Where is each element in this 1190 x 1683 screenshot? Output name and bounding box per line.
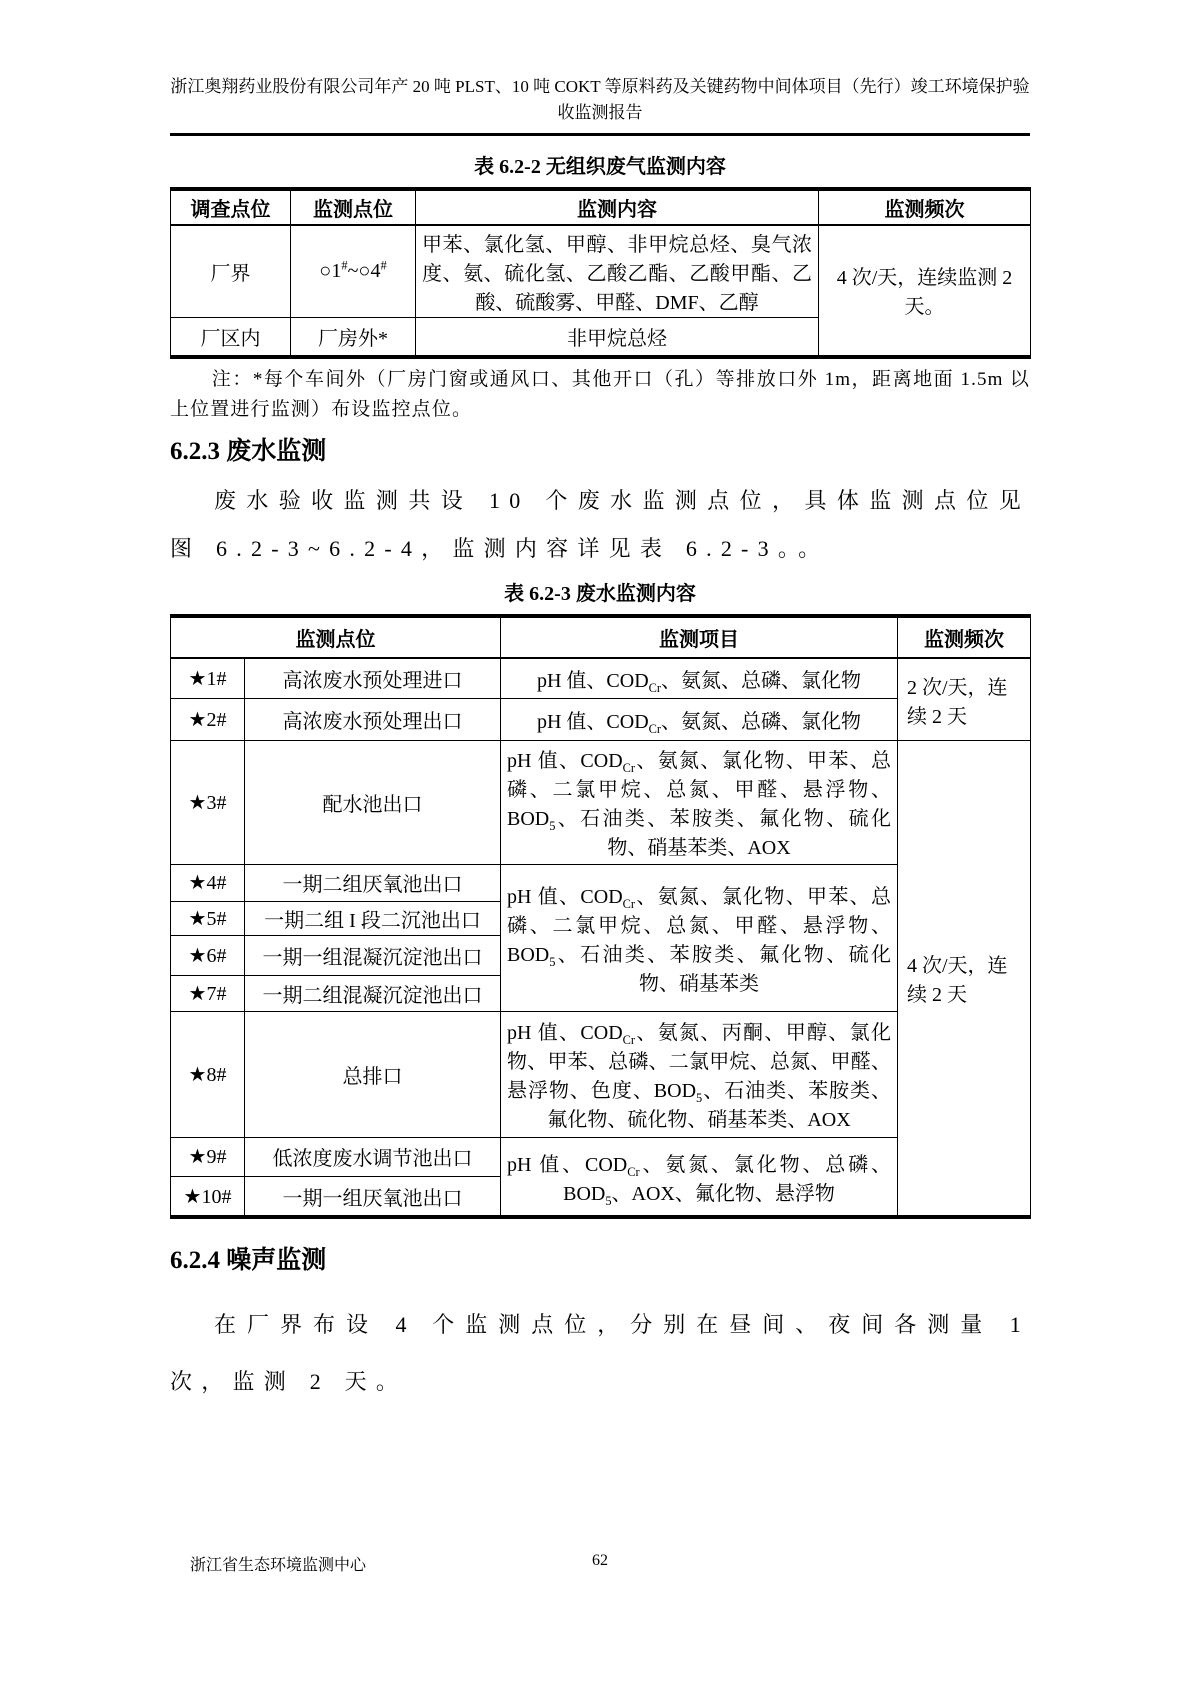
section-heading-6-2-4: 6.2.4 噪声监测 — [170, 1247, 327, 1275]
section-6-2-4-paragraph: 在厂界布设 4 个监测点位，分别在昼间、夜间各测量 1 次，监测 2 天。 — [170, 1311, 1030, 1395]
items-cell: pH 值、$COD_{Cr}$、氨氮、氯化物、甲苯、总磷、二氯甲烷、总氮、甲醛、悬浮物、$BOD_5$、石油类、苯胺类、氟化物、硫化物、硝基苯类、AOX — [501, 740, 898, 864]
frequency-cell: 2 次/天，连续 2 天 — [898, 658, 1031, 740]
col-header-monitor-point: 监测点位 — [291, 189, 416, 225]
point-name-cell: 一期二组厌氧池出口 — [245, 864, 501, 901]
frequency-cell: 4 次/天，连续 2 天 — [898, 740, 1031, 1217]
col-header-frequency: 监测频次 — [898, 616, 1031, 658]
survey-point-cell: 厂界 — [171, 225, 291, 318]
section-heading-6-2-3: 6.2.3 废水监测 — [170, 438, 327, 466]
monitor-point-cell: 厂房外* — [291, 317, 416, 357]
section-6-2-3-paragraph: 废水验收监测共设 10 个废水监测点位，具体监测点位见图 6.2-3~6.2-4，监测内容详见表 6.2-3。。 — [170, 487, 1030, 561]
table-row — [171, 225, 1031, 318]
report-header — [170, 74, 1030, 136]
table-row — [171, 658, 1031, 698]
point-name-cell: 高浓废水预处理出口 — [245, 698, 501, 740]
point-id-cell: ★7# — [171, 975, 245, 1011]
col-header-frequency: 监测频次 — [819, 189, 1031, 225]
point-id-cell: ★9# — [171, 1137, 245, 1176]
page-content — [170, 0, 1030, 1410]
table-6-2-2-note: 注：*每个车间外（厂房门窗或通风口、其他开口（孔）等排放口外 1m，距离地面 1.5m 以上位置进行监测）布设监控点位。 — [170, 369, 1030, 420]
table-row — [171, 740, 1031, 864]
point-name-cell: 配水池出口 — [245, 740, 501, 864]
monitor-content-cell: 非甲烷总烃 — [416, 317, 819, 357]
monitor-point-cell: ○1#~○4# — [291, 225, 416, 318]
point-id-cell: ★10# — [171, 1176, 245, 1217]
items-cell: pH 值、$COD_{Cr}$、氨氮、氯化物、甲苯、总磷、二氯甲烷、总氮、甲醛、悬浮物、$BOD_5$、石油类、苯胺类、氟化物、硫化物、硝基苯类 — [501, 864, 898, 1011]
items-cell: pH 值、$COD_{Cr}$、氨氮、氯化物、总磷、$BOD_5$、AOX、氟化物、悬浮物 — [501, 1137, 898, 1217]
frequency-cell: 4 次/天，连续监测 2 天。 — [819, 225, 1031, 358]
items-cell: pH 值、$COD_{Cr}$、氨氮、丙酮、甲醇、氯化物、甲苯、总磷、二氯甲烷、总氮、甲醛、悬浮物、色度、$BOD_5$、石油类、苯胺类、氟化物、硫化物、硝基苯类、AOX — [501, 1011, 898, 1137]
survey-point-cell: 厂区内 — [171, 317, 291, 357]
point-name-cell: 一期二组混凝沉淀池出口 — [245, 975, 501, 1011]
report-header-title: 浙江奥翔药业股份有限公司年产 20 吨 PLST、10 吨 COKT 等原料药及关键药物中间体项目（先行）竣工环境保护验收监测报告 — [170, 77, 1030, 123]
point-name-cell: 低浓度废水调节池出口 — [245, 1137, 501, 1176]
page-number: 62 — [592, 1552, 608, 1569]
table-6-2-3-header-row — [171, 616, 1031, 658]
items-cell: pH 值、$COD_{Cr}$、氨氮、总磷、氯化物 — [501, 658, 898, 698]
point-id-cell: ★1# — [171, 658, 245, 698]
point-id-cell: ★6# — [171, 935, 245, 975]
point-name-cell: 高浓废水预处理进口 — [245, 658, 501, 698]
point-name-cell: 总排口 — [245, 1011, 501, 1137]
point-id-cell: ★3# — [171, 740, 245, 864]
table-6-2-3 — [170, 614, 1031, 1219]
point-name-cell: 一期一组混凝沉淀池出口 — [245, 935, 501, 975]
point-name-cell: 一期二组 I 段二沉池出口 — [245, 901, 501, 935]
point-id-cell: ★2# — [171, 698, 245, 740]
table-6-2-2-header-row — [171, 189, 1031, 225]
col-header-monitor-content: 监测内容 — [416, 189, 819, 225]
col-header-monitor-items: 监测项目 — [501, 616, 898, 658]
point-name-cell: 一期一组厌氧池出口 — [245, 1176, 501, 1217]
table-6-2-3-title: 表 6.2-3 废水监测内容 — [504, 583, 696, 606]
footer-organization: 浙江省生态环境监测中心 — [190, 1557, 367, 1574]
table-6-2-2 — [170, 187, 1031, 360]
items-cell: pH 值、$COD_{Cr}$、氨氮、总磷、氯化物 — [501, 698, 898, 740]
col-header-survey-point: 调查点位 — [171, 189, 291, 225]
col-header-monitor-point: 监测点位 — [171, 616, 501, 658]
table-6-2-2-title: 表 6.2-2 无组织废气监测内容 — [474, 155, 726, 178]
point-id-cell: ★4# — [171, 864, 245, 901]
point-id-cell: ★8# — [171, 1011, 245, 1137]
monitor-content-cell: 甲苯、氯化氢、甲醇、非甲烷总烃、臭气浓度、氨、硫化氢、乙酸乙酯、乙酸甲酯、乙酸、硫酸雾、甲醛、DMF、乙醇 — [416, 225, 819, 318]
point-id-cell: ★5# — [171, 901, 245, 935]
